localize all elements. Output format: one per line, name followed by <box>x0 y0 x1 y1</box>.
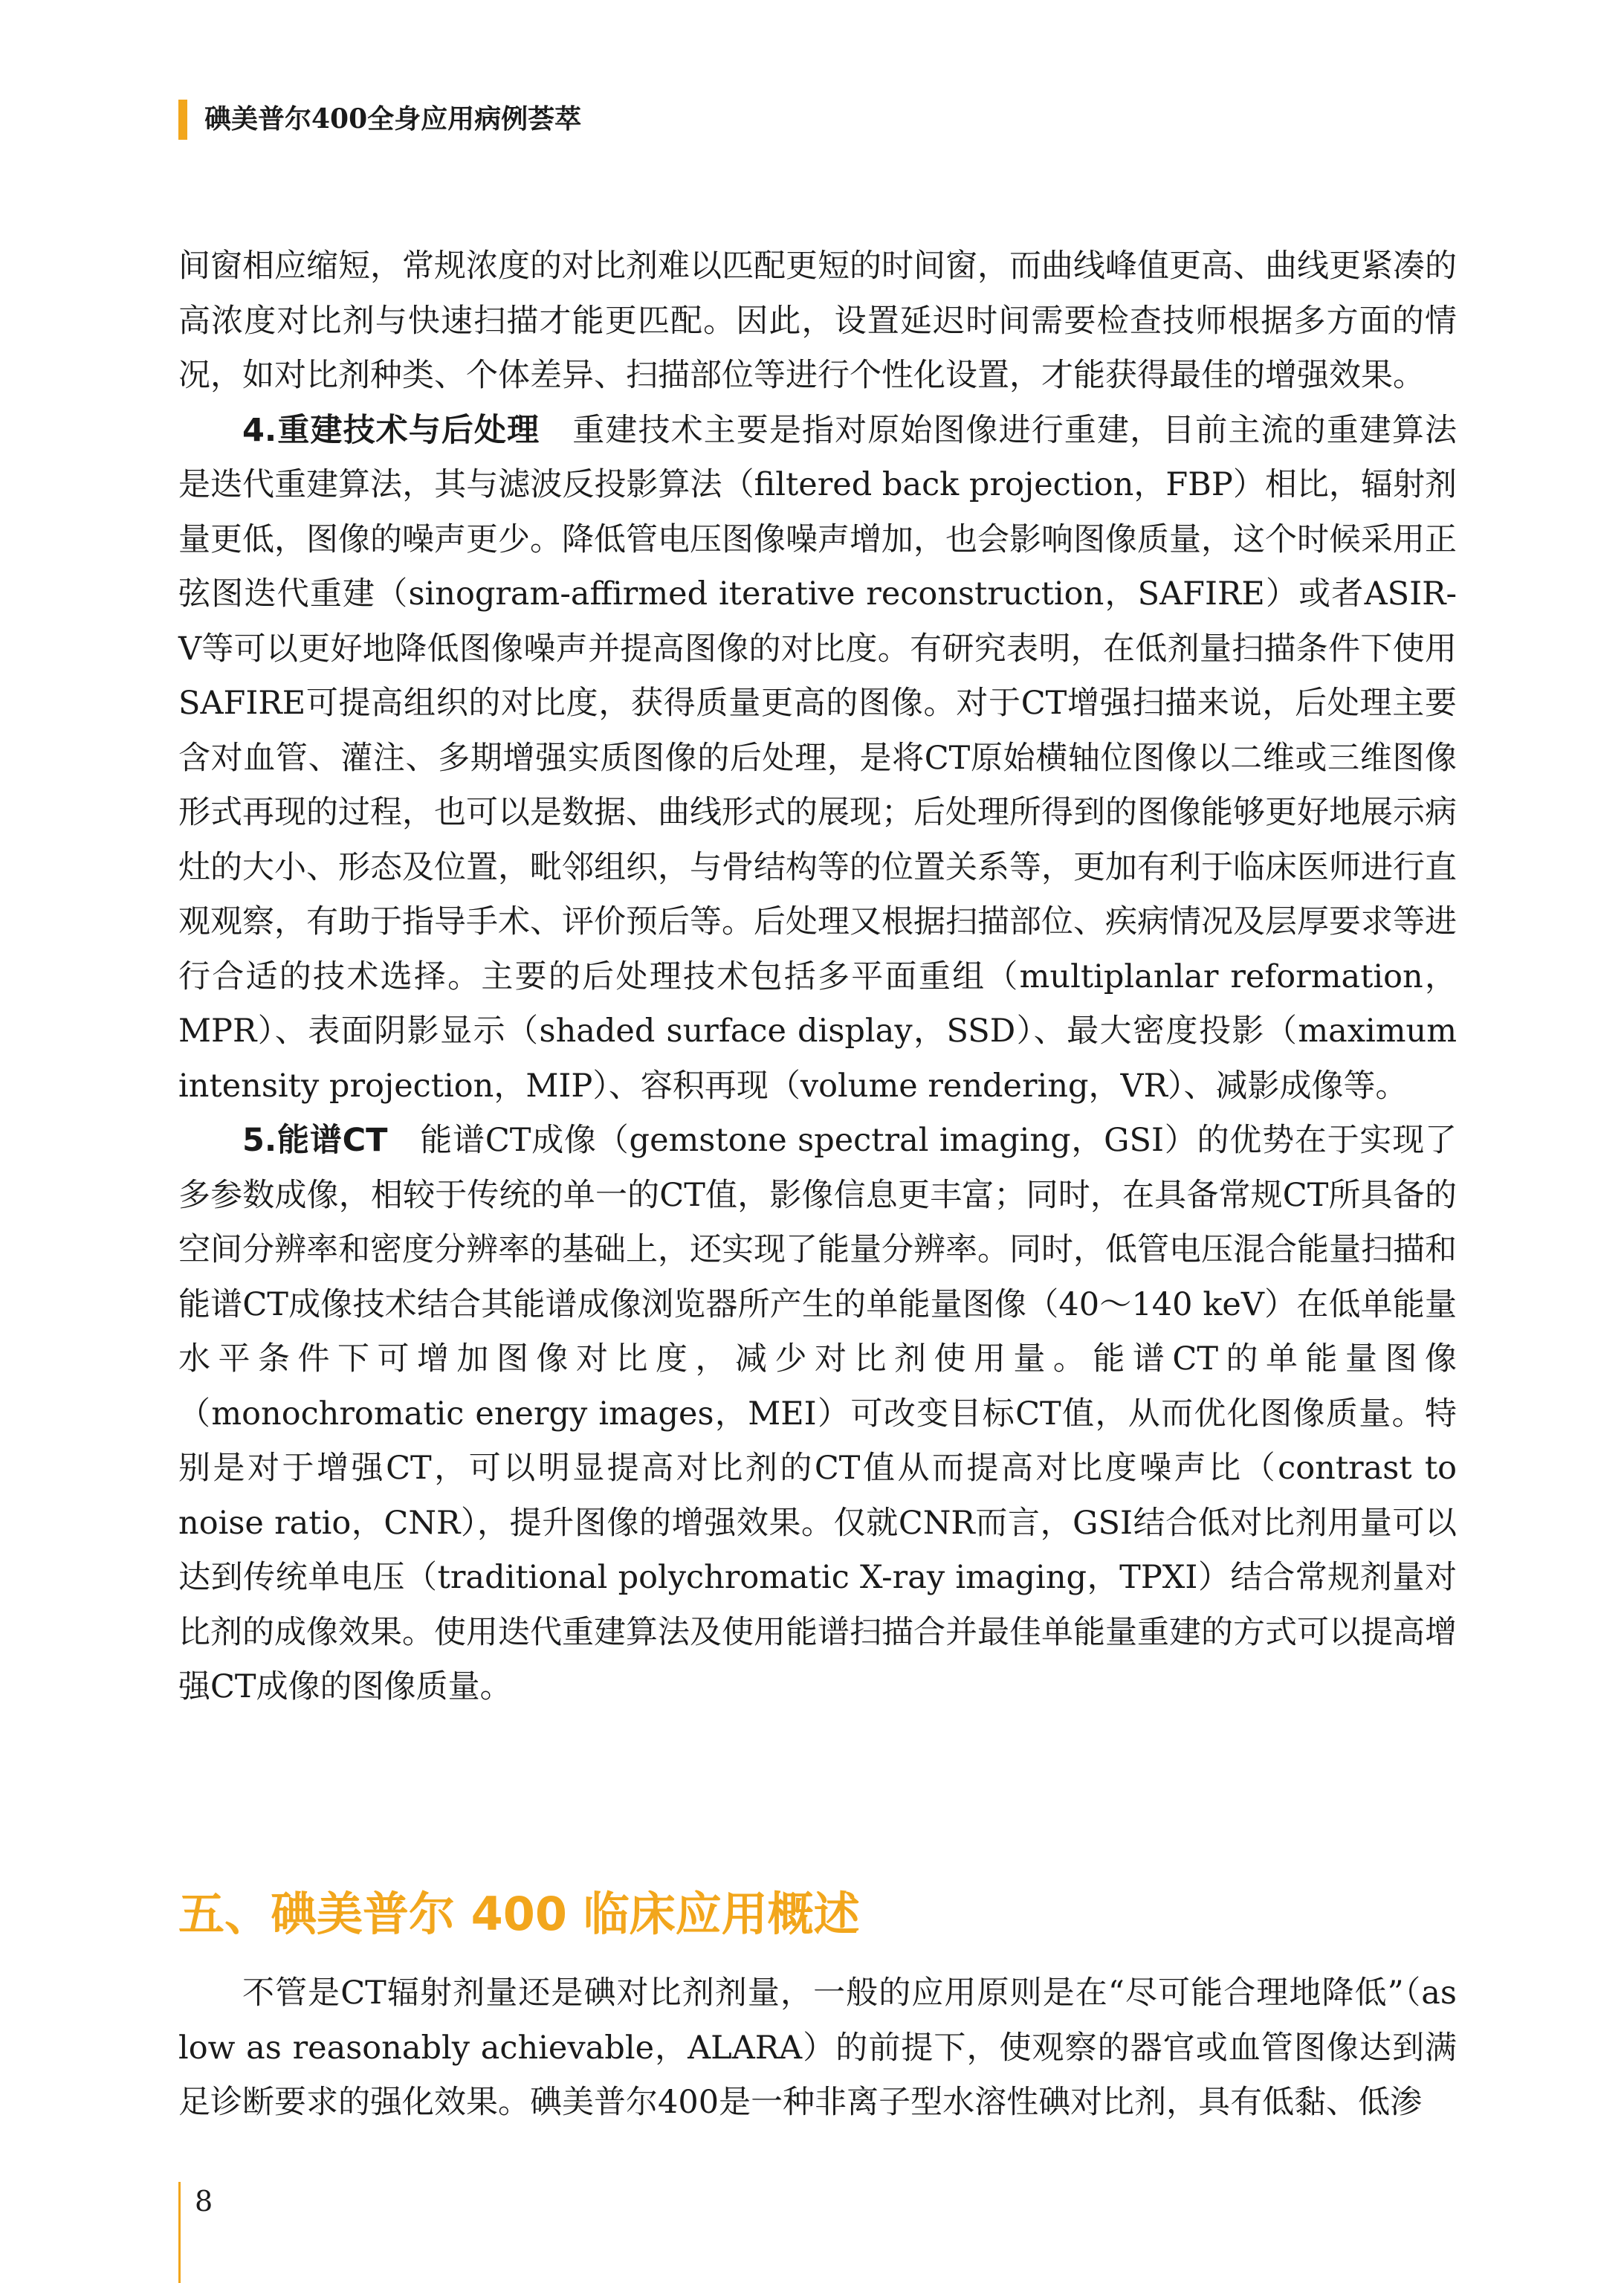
paragraph-text: 间窗相应缩短，常规浓度的对比剂难以匹配更短的时间窗，而曲线峰值更高、曲线更紧凑的高浓度对比剂与快速扫描才能更匹配。因此，设置延迟时间需要检查技师根据多方面的情况，如对比剂种类、个体差异、扫描部位等进行个性化设置，才能获得最佳的增强效果。 <box>178 248 1457 394</box>
paragraph-spectral-ct <box>178 1114 1457 1715</box>
section-body-block <box>178 1966 1457 2131</box>
paragraph-continued <box>178 239 1457 404</box>
paragraph-text: 能谱CT成像（gemstone spectral imaging，GSI）的优势在于实现了多参数成像，相较于传统的单一的CT值，影像信息更丰富；同时，在具备常规CT所具备的空间分辨率和密度分辨率的基础上，还实现了能量分辨率。同时，低管电压混合能量扫描和能谱CT成像技术结合其能谱成像浏览器所产生的单能量图像（40～140 keV）在低单能量水平条件下可增加图像对比度，减少对比剂使用量。能谱CT的单能量图像（monochromatic energy images，MEI）可改变目标CT值，从而优化图像质量。特别是对于增强CT，可以明显提高对比剂的CT值从而提高对比度噪声比（contrast to noise ratio，CNR），提升图像的增强效果。仅就CNR而言，GSI结合低对比剂用量可以达到传统单电压（traditional polychromatic X-ray imaging，TPXI）结合常规剂量对比剂的成像效果。使用迭代重建算法及使用能谱扫描合并最佳单能量重建的方式可以提高增强CT成像的图像质量。 <box>178 1122 1457 1705</box>
paragraph-reconstruction <box>178 404 1457 1114</box>
header-accent-bar <box>178 100 187 140</box>
section-paragraph <box>178 1966 1457 2131</box>
subsection-heading-spectral-ct: 5.能谱CT <box>242 1122 388 1159</box>
subsection-heading-reconstruction: 4.重建技术与后处理 <box>242 411 540 449</box>
body-text-block <box>178 239 1457 1715</box>
page-number: 8 <box>195 2185 213 2218</box>
paragraph-text: 不管是CT辐射剂量还是碘对比剂剂量，一般的应用原则是在“尽可能合理地降低”（as low as reasonably achievable，ALARA）的前提下，使观察的器官或血管图像达到满足诊断要求的强化效果。碘美普尔400是一种非离子型水溶性碘对比剂，具有低黏、低渗 <box>178 1974 1457 2121</box>
running-header-title: 碘美普尔400全身应用病例荟萃 <box>204 103 582 135</box>
section-heading: 五、碘美普尔 400 临床应用概述 <box>178 1887 860 1941</box>
footer-accent-line <box>178 2182 181 2283</box>
paragraph-text: 重建技术主要是指对原始图像进行重建，目前主流的重建算法是迭代重建算法，其与滤波反投影算法（filtered back projection，FBP）相比，辐射剂量更低，图像的噪声更少。降低管电压图像噪声增加，也会影响图像质量，这个时候采用正弦图迭代重建（sinogram-affirmed iterative reconstruction，SAFIRE）或者ASIR-V等可以更好地降低图像噪声并提高图像的对比度。有研究表明，在低剂量扫描条件下使用SAFIRE可提高组织的对比度，获得质量更高的图像。对于CT增强扫描来说，后处理主要含对血管、灌注、多期增强实质图像的后处理，是将CT原始横轴位图像以二维或三维图像形式再现的过程，也可以是数据、曲线形式的展现；后处理所得到的图像能够更好地展示病灶的大小、形态及位置，毗邻组织，与骨结构等的位置关系等，更加有利于临床医师进行直观观察，有助于指导手术、评价预后等。后处理又根据扫描部位、疾病情况及层厚要求等进行合适的技术选择。主要的后处理技术包括多平面重组（multiplanlar reformation，MPR）、表面阴影显示（shaded surface display，SSD）、最大密度投影（maximum intensity projection，MIP）、容积再现（volume rendering，VR）、减影成像等。 <box>178 411 1458 1105</box>
